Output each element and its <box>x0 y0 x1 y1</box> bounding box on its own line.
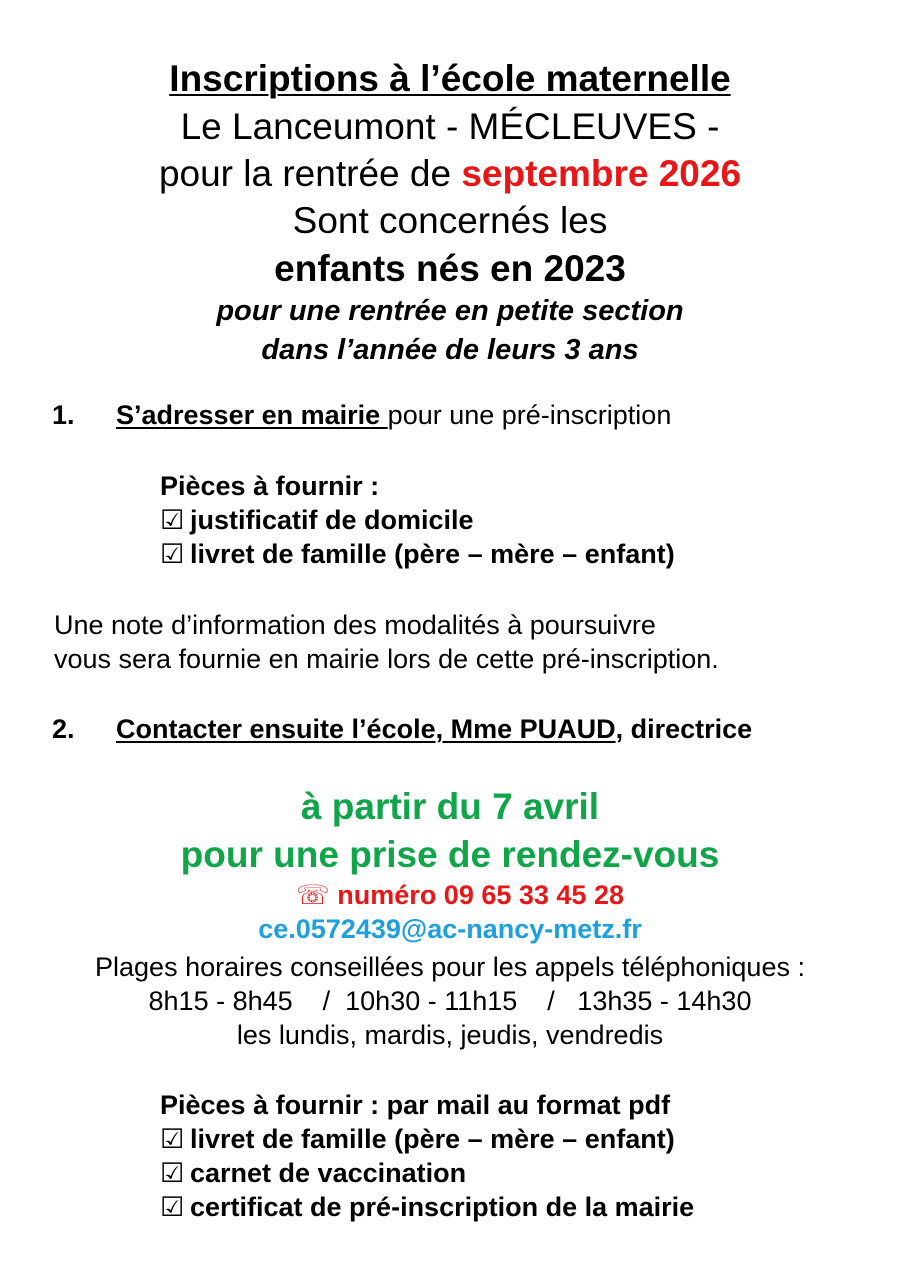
step-1-rest: pour une pré-inscription <box>387 400 672 430</box>
phone-icon: ☏ <box>296 880 330 910</box>
step-2-docs-title: Pièces à fournir : par mail au format pdf <box>160 1090 671 1120</box>
step-1-doc-label: livret de famille (père – mère – enfant) <box>190 539 675 569</box>
checked-box-icon: ☑ <box>160 1158 185 1188</box>
checked-box-icon: ☑ <box>160 1124 185 1154</box>
step-2-doc-item <box>160 1124 675 1155</box>
born-year-line: enfants nés en 2023 <box>274 248 626 289</box>
section-line-1: pour une rentrée en petite section <box>216 295 684 327</box>
phone-line <box>0 880 900 911</box>
step-1-doc-item <box>160 539 675 570</box>
rentree-line <box>0 153 900 196</box>
step-1-number: 1. <box>52 400 75 430</box>
checked-box-icon: ☑ <box>160 539 185 569</box>
step-2-heading <box>116 714 752 745</box>
note-line-2: vous sera fournie en mairie lors de cette pré-inscription. <box>54 644 719 674</box>
step-2-doc-label: carnet de vaccination <box>190 1158 467 1188</box>
phone-number: numéro 09 65 33 45 28 <box>337 880 624 910</box>
note-line-1: Une note d’information des modalités à poursuivre <box>54 610 656 640</box>
checked-box-icon: ☑ <box>160 1192 185 1222</box>
hours-ranges: 8h15 - 8h45 / 10h30 - 11h15 / 13h35 - 14h30 <box>148 986 752 1016</box>
days-line: les lundis, mardis, jeudis, vendredis <box>236 1020 664 1050</box>
step-2-rest: , directrice <box>615 714 753 744</box>
page-title: Inscriptions à l’école maternelle <box>169 58 731 99</box>
step-1-heading <box>116 400 671 431</box>
section-line-2: dans l’année de leurs 3 ans <box>261 334 639 366</box>
rentree-prefix: pour la rentrée de <box>158 153 462 194</box>
concerned-line: Sont concernés les <box>292 200 608 241</box>
step-1-title: S’adresser en mairie <box>116 400 388 430</box>
checked-box-icon: ☑ <box>160 505 185 535</box>
step-2-title: Contacter ensuite l’école, Mme PUAUD <box>116 714 616 744</box>
appointment-line: pour une prise de rendez-vous <box>180 834 720 875</box>
hours-title: Plages horaires conseillées pour les appels téléphoniques : <box>95 952 805 982</box>
step-2-doc-item <box>160 1158 466 1189</box>
from-date: à partir du 7 avril <box>300 786 600 827</box>
school-name: Le Lanceumont - MÉCLEUVES - <box>180 106 720 147</box>
step-1-docs-title: Pièces à fournir : <box>160 471 380 501</box>
step-2-number: 2. <box>52 714 75 744</box>
step-2-doc-item <box>160 1192 694 1223</box>
email-link[interactable]: ce.0572439@ac-nancy-metz.fr <box>258 914 642 944</box>
step-1-doc-item <box>160 505 474 536</box>
step-2-doc-label: certificat de pré-inscription de la mairie <box>190 1192 695 1222</box>
step-2-doc-label: livret de famille (père – mère – enfant) <box>190 1124 675 1154</box>
step-1-doc-label: justificatif de domicile <box>190 505 474 535</box>
rentree-date: septembre 2026 <box>461 153 742 194</box>
